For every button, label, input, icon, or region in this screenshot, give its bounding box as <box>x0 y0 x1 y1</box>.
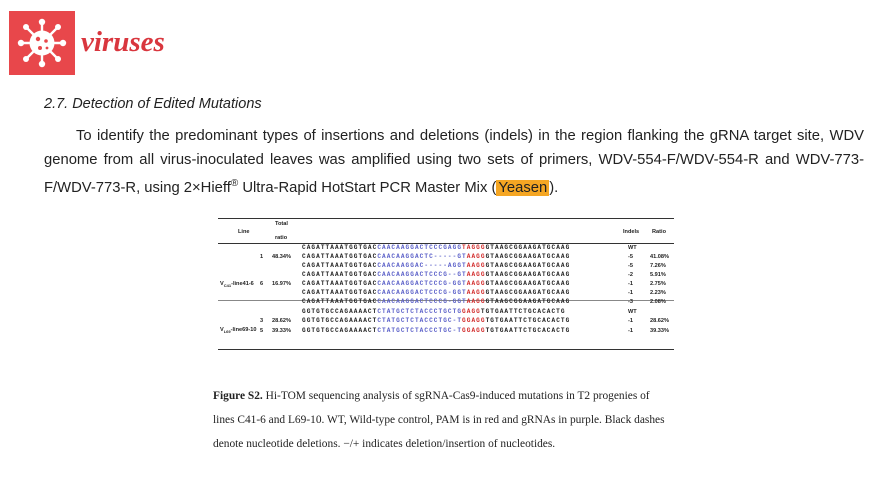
row-indel: -1 <box>628 290 633 296</box>
row-number: 1 <box>260 254 264 260</box>
pam-sequence: TAGGG <box>462 244 486 251</box>
header-total: Total <box>275 221 288 227</box>
sequence-suffix: GTAAGCGGAAGATGCAAG <box>485 280 571 287</box>
row-indel: -5 <box>628 263 633 269</box>
sequence-row <box>302 289 570 297</box>
pam-sequence: AAGG <box>466 271 486 278</box>
guide-sequence: CAACAAGGACTCCCG-GGT <box>377 289 467 296</box>
pam-sequence: AAGG <box>466 280 486 287</box>
pam-sequence: AAGG <box>466 289 486 296</box>
group-label-l69: $V_{L69}-line69-10$ <box>220 327 257 335</box>
row-number: 6 <box>260 281 264 287</box>
row-total-ratio: 48.34% <box>272 254 291 260</box>
sequence-prefix: GGTGTGCCAGAAAACT <box>302 327 378 334</box>
pam-sequence: AAGG <box>466 262 486 269</box>
row-ratio: 7.26% <box>650 263 666 269</box>
sequence-suffix: GTAAGCGGAAGATGCAAG <box>485 289 571 296</box>
guide-sequence: CAACAAGGACTC-----GT <box>377 253 467 260</box>
header-line: Line <box>238 229 250 235</box>
sequence-row <box>302 262 570 270</box>
row-indel: -1 <box>628 328 633 334</box>
row-indel: -1 <box>628 318 633 324</box>
pam-sequence: GGAGG <box>462 327 486 334</box>
sequence-table <box>218 218 674 350</box>
section-paragraph <box>44 124 864 200</box>
pam-sequence: AAGG <box>466 253 486 260</box>
sequence-row <box>302 280 570 288</box>
row-ratio: 2.08% <box>650 299 666 305</box>
guide-sequence: CAACAAGGACTCCCGAGG <box>377 244 463 251</box>
row-indel: WT <box>628 245 637 251</box>
sequence-suffix: TGTGAATTCTGCACACTG <box>485 317 571 324</box>
sequence-row <box>302 244 570 252</box>
sequence-row <box>302 327 570 335</box>
highlighted-supplier: Yeasen <box>498 179 548 196</box>
guide-sequence: CAACAAGGAC-----AGGT <box>377 262 467 269</box>
sequence-row <box>302 298 570 306</box>
sequence-prefix: CAGATTAAATGGTGAC <box>302 253 378 260</box>
section-heading: 2.7. Detection of Edited Mutations <box>44 96 262 112</box>
row-number: 5 <box>260 328 264 334</box>
sequence-row <box>302 253 570 261</box>
caption-text: Hi-TOM sequencing analysis of sgRNA-Cas9-induced mutations in T2 progenies of lines C41-6 and L69-10. WT, Wild-type control, PAM is in red and gRNAs in purple. Black dashes denote nucleotide deletions. −/+ indicates deletion/insertion of nucleotides. <box>213 390 665 450</box>
row-total-ratio: 16.97% <box>272 281 291 287</box>
row-indel: -5 <box>628 254 633 260</box>
row-total-ratio: 28.62% <box>272 318 291 324</box>
sequence-suffix: GTAAGCGGAAGATGCAAG <box>485 253 571 260</box>
sequence-prefix: CAGATTAAATGGTGAC <box>302 244 378 251</box>
header-indels: Indels <box>623 229 640 235</box>
guide-sequence: CAACAAGGACTCCCG-GGT <box>377 280 467 287</box>
paragraph-text: To identify the predominant types of insertions and deletions (indels) in the region flanking the gRNA target site, WDV genome from all virus-inoculated leaves was amplified using two sets of primers, WDV-554-F/WDV-554-R and WDV-773-F/WDV-773-R, using 2×Hieff <box>44 128 864 196</box>
sequence-suffix: TGTGAATTCTGCACACTG <box>485 327 571 334</box>
sequence-prefix: CAGATTAAATGGTGAC <box>302 298 378 305</box>
row-indel: -1 <box>628 281 633 287</box>
pam-sequence: AAGG <box>466 298 486 305</box>
pam-sequence: GGAGG <box>462 317 486 324</box>
pam-sequence: GAGG <box>462 308 481 315</box>
row-ratio: 2.23% <box>650 290 666 296</box>
sequence-suffix: TGTGAATTCTGCACACTG <box>480 308 566 315</box>
sequence-suffix: GTAAGCGGAAGATGCAAG <box>485 271 571 278</box>
row-ratio: 5.91% <box>650 272 666 278</box>
sequence-prefix: CAGATTAAATGGTGAC <box>302 280 378 287</box>
row-ratio: 39.33% <box>650 328 669 334</box>
virus-logo-icon <box>9 11 75 75</box>
guide-sequence: CTATGCTCTACCCTGCTG <box>377 308 463 315</box>
row-total-ratio: 39.33% <box>272 328 291 334</box>
sequence-prefix: CAGATTAAATGGTGAC <box>302 262 378 269</box>
guide-sequence: CAACAAGGACTCCCG--GT <box>377 271 467 278</box>
row-ratio: 28.62% <box>650 318 669 324</box>
sequence-prefix: GGTGTGCCAGAAAACT <box>302 308 378 315</box>
row-ratio: 41.08% <box>650 254 669 260</box>
registered-mark: ® <box>230 178 239 189</box>
sequence-prefix: CAGATTAAATGGTGAC <box>302 289 378 296</box>
sequence-row <box>302 271 570 279</box>
guide-sequence: CTATGCTCTACCCTGC-T <box>377 327 463 334</box>
figure-caption <box>213 384 665 456</box>
sequence-row <box>302 308 566 316</box>
caption-label: Figure S2. <box>213 390 263 402</box>
sequence-prefix: CAGATTAAATGGTGAC <box>302 271 378 278</box>
row-indel: -2 <box>628 272 633 278</box>
header-ratio: Ratio <box>652 229 666 235</box>
guide-sequence: CAACAAGGACTCCCG-GGT <box>377 298 467 305</box>
sequence-row <box>302 317 570 325</box>
paragraph-text-end: ). <box>549 179 559 196</box>
paragraph-text-mid: Ultra-Rapid HotStart PCR Master Mix ( <box>238 179 497 196</box>
sequence-suffix: GTAAGCGGAAGATGCAAG <box>485 244 571 251</box>
guide-sequence: CTATGCTCTACCCTGC-T <box>377 317 463 324</box>
row-indel: WT <box>628 309 637 315</box>
sequence-suffix: GTAAGCGGAAGATGCAAG <box>485 262 571 269</box>
row-ratio: 2.75% <box>650 281 666 287</box>
header-ratio-word: ratio <box>275 235 288 241</box>
table-bottom-rule <box>218 349 674 350</box>
group-label-c41: $V_{C41}-line41-6$ <box>220 281 254 289</box>
sequence-suffix: GTAAGCGGAAGATGCAAG <box>485 298 571 305</box>
journal-name: viruses <box>81 26 165 58</box>
row-indel: -3 <box>628 299 633 305</box>
row-number: 3 <box>260 318 264 324</box>
sequence-prefix: GGTGTGCCAGAAAACT <box>302 317 378 324</box>
table-top-rule <box>218 218 674 219</box>
